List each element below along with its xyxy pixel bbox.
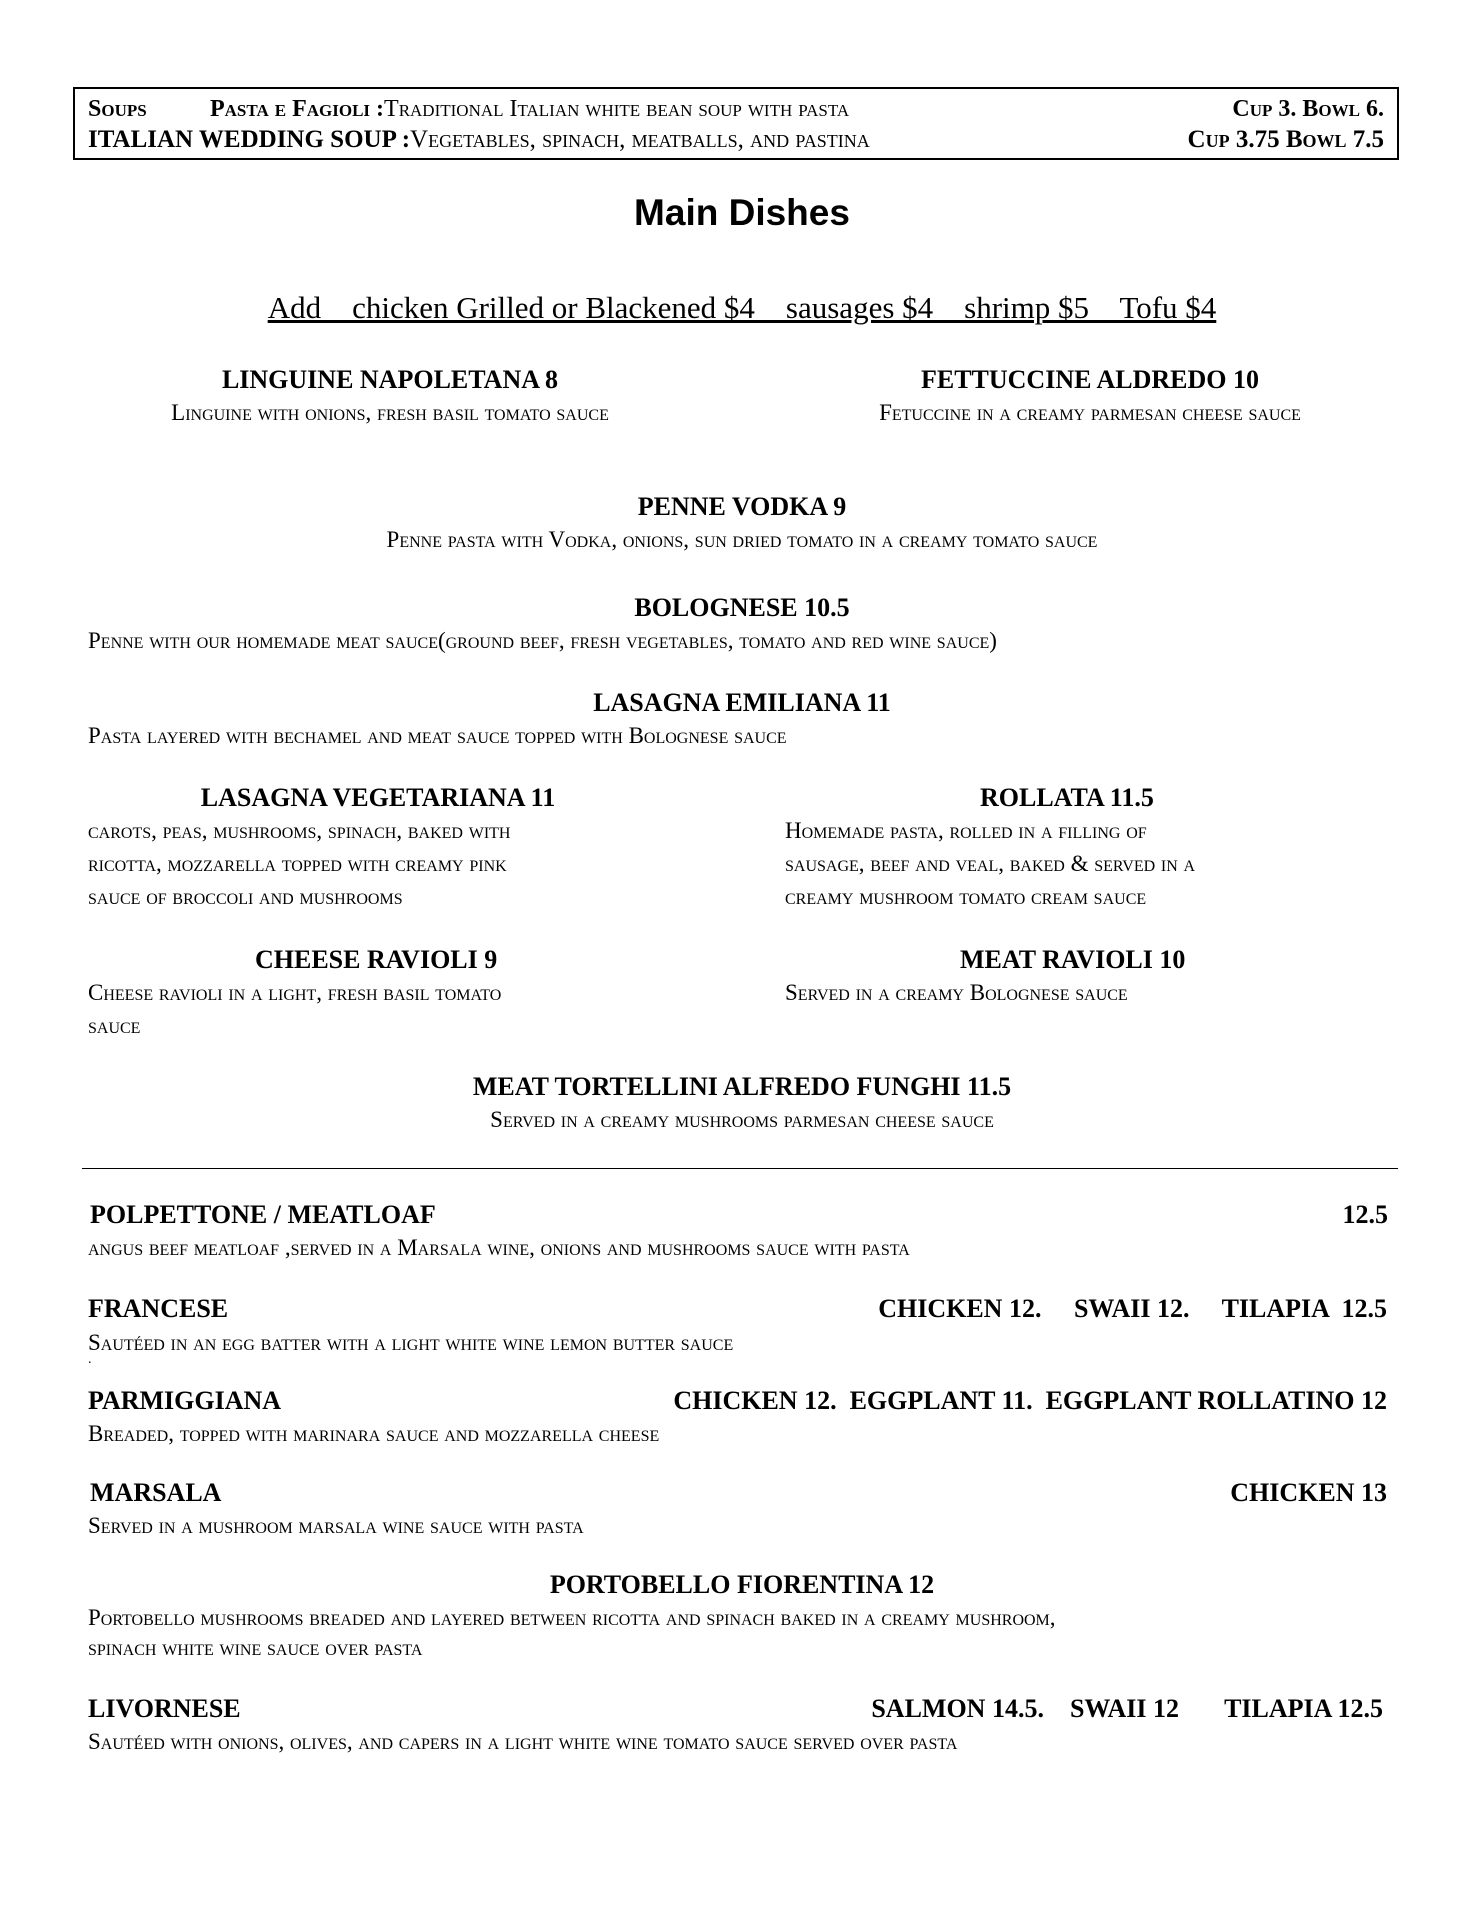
dish-desc: Fetuccine in a creamy parmesan cheese sauce	[879, 400, 1301, 425]
soup-price: Cup 3. Bowl 6.	[1232, 96, 1384, 122]
dish-name: FETTUCCINE ALDREDO 10	[920, 365, 1260, 394]
entree-price: CHICKEN 12. SWAII 12. TILAPIA 12.5	[878, 1294, 1387, 1323]
addons-line	[0, 290, 1484, 326]
dish-name: MEAT TORTELLINI ALFREDO FUNGHI 11.5	[472, 1072, 1012, 1101]
soups-label: Soups	[88, 96, 147, 122]
dish-desc-line: sauce of broccoli and mushrooms	[88, 884, 403, 909]
dish-desc-line: sauce	[88, 1013, 141, 1038]
dish-name: LINGUINE NAPOLETANA 8	[221, 365, 559, 394]
entree-desc: Served in a mushroom marsala wine sauce with pasta	[88, 1513, 584, 1538]
entree-price: CHICKEN 13	[1230, 1478, 1387, 1507]
dish-penne-vodka	[0, 491, 1484, 556]
page-title: Main Dishes	[634, 192, 850, 233]
dish-desc-line: sausage, beef and veal, baked & served in a	[785, 851, 1196, 876]
entree-desc-line: spinach white wine sauce over pasta	[88, 1635, 423, 1660]
dish-desc: Served in a creamy mushrooms parmesan cheese sauce	[490, 1107, 994, 1132]
section-divider	[82, 1168, 1398, 1169]
soup-price: Cup 3.75 Bowl 7.5	[1187, 126, 1384, 153]
entree-name: MARSALA	[90, 1478, 222, 1507]
dish-fettuccine	[760, 364, 1420, 429]
entree-desc-line: Portobello mushrooms breaded and layered between ricotta and spinach baked in a creamy mushroom,	[88, 1605, 1056, 1630]
soup-name: ITALIAN WEDDING SOUP :	[88, 126, 411, 153]
dish-name: CHEESE RAVIOLI 9	[255, 945, 498, 974]
soup-desc: Vegetables, spinach, meatballs, and pastina	[410, 126, 870, 153]
dish-desc-line: carots, peas, mushrooms, spinach, baked with	[88, 818, 511, 843]
entree-desc: Sautéed with onions, olives, and capers in a light white wine tomato sauce served over pasta	[88, 1729, 958, 1754]
dish-cheese-ravioli	[88, 944, 708, 1042]
entree-name: PORTOBELLO FIORENTINA 12	[549, 1570, 935, 1599]
dish-desc-line: ricotta, mozzarella topped with creamy pink	[88, 851, 507, 876]
entree-name: FRANCESE	[88, 1294, 229, 1323]
dish-desc: Penne pasta with Vodka, onions, sun dried tomato in a creamy tomato sauce	[386, 527, 1098, 552]
entree-price: SALMON 14.5. SWAII 12 TILAPIA 12.5	[871, 1694, 1383, 1723]
soup-row-pasta-fagioli	[88, 94, 1384, 124]
dish-name: ROLLATA 11.5	[980, 783, 1154, 812]
dish-desc: Linguine with onions, fresh basil tomato sauce	[171, 400, 609, 425]
dish-desc: Penne with our homemade meat sauce(ground beef, fresh vegetables, tomato and red wine sauce)	[88, 628, 997, 653]
dish-rollata	[785, 782, 1405, 913]
dish-bolognese	[0, 592, 1484, 657]
dish-desc-line: Cheese ravioli in a light, fresh basil tomato	[88, 980, 502, 1005]
dish-lasagna-vegetariana	[88, 782, 708, 913]
dish-desc: Served in a creamy Bolognese sauce	[785, 980, 1128, 1005]
dish-desc: Pasta layered with bechamel and meat sauce topped with Bolognese sauce	[88, 723, 787, 748]
dish-meat-ravioli	[785, 944, 1405, 1009]
soup-desc: Traditional Italian white bean soup with pasta	[384, 96, 850, 122]
soup-name: Pasta e Fagioli :	[210, 96, 385, 122]
stray-dot: .	[88, 1352, 92, 1367]
entree-name: POLPETTONE / MEATLOAF	[90, 1200, 436, 1229]
dish-name: PENNE VODKA 9	[637, 492, 847, 521]
dish-name: BOLOGNESE 10.5	[634, 593, 850, 622]
soups-box	[73, 87, 1399, 160]
dish-lasagna-emiliana	[0, 687, 1484, 752]
entree-price: 12.5	[1342, 1200, 1388, 1229]
entree-desc: Breaded, topped with marinara sauce and mozzarella cheese	[88, 1421, 660, 1446]
entree-price: CHICKEN 12. EGGPLANT 11. EGGPLANT ROLLATINO 12	[673, 1386, 1387, 1415]
addons-text: Add chicken Grilled or Blackened $4 sausages $4 shrimp $5 Tofu $4	[267, 290, 1217, 325]
dish-desc-line: Homemade pasta, rolled in a filling of	[785, 818, 1147, 843]
entree-name: LIVORNESE	[88, 1694, 241, 1723]
dish-desc-line: creamy mushroom tomato cream sauce	[785, 884, 1147, 909]
dish-meat-tortellini	[0, 1071, 1484, 1136]
soup-row-wedding	[88, 125, 1384, 155]
dish-name: LASAGNA VEGETARIANA 11	[200, 783, 556, 812]
dish-name: MEAT RAVIOLI 10	[960, 945, 1186, 974]
dish-linguine	[60, 364, 720, 429]
dish-name: LASAGNA EMILIANA 11	[593, 688, 891, 717]
entree-desc: angus beef meatloaf ,served in a Marsala wine, onions and mushrooms sauce with pasta	[88, 1235, 910, 1260]
entree-desc: Sautéed in an egg batter with a light white wine lemon butter sauce	[88, 1330, 734, 1355]
entree-name: PARMIGGIANA	[88, 1386, 282, 1415]
